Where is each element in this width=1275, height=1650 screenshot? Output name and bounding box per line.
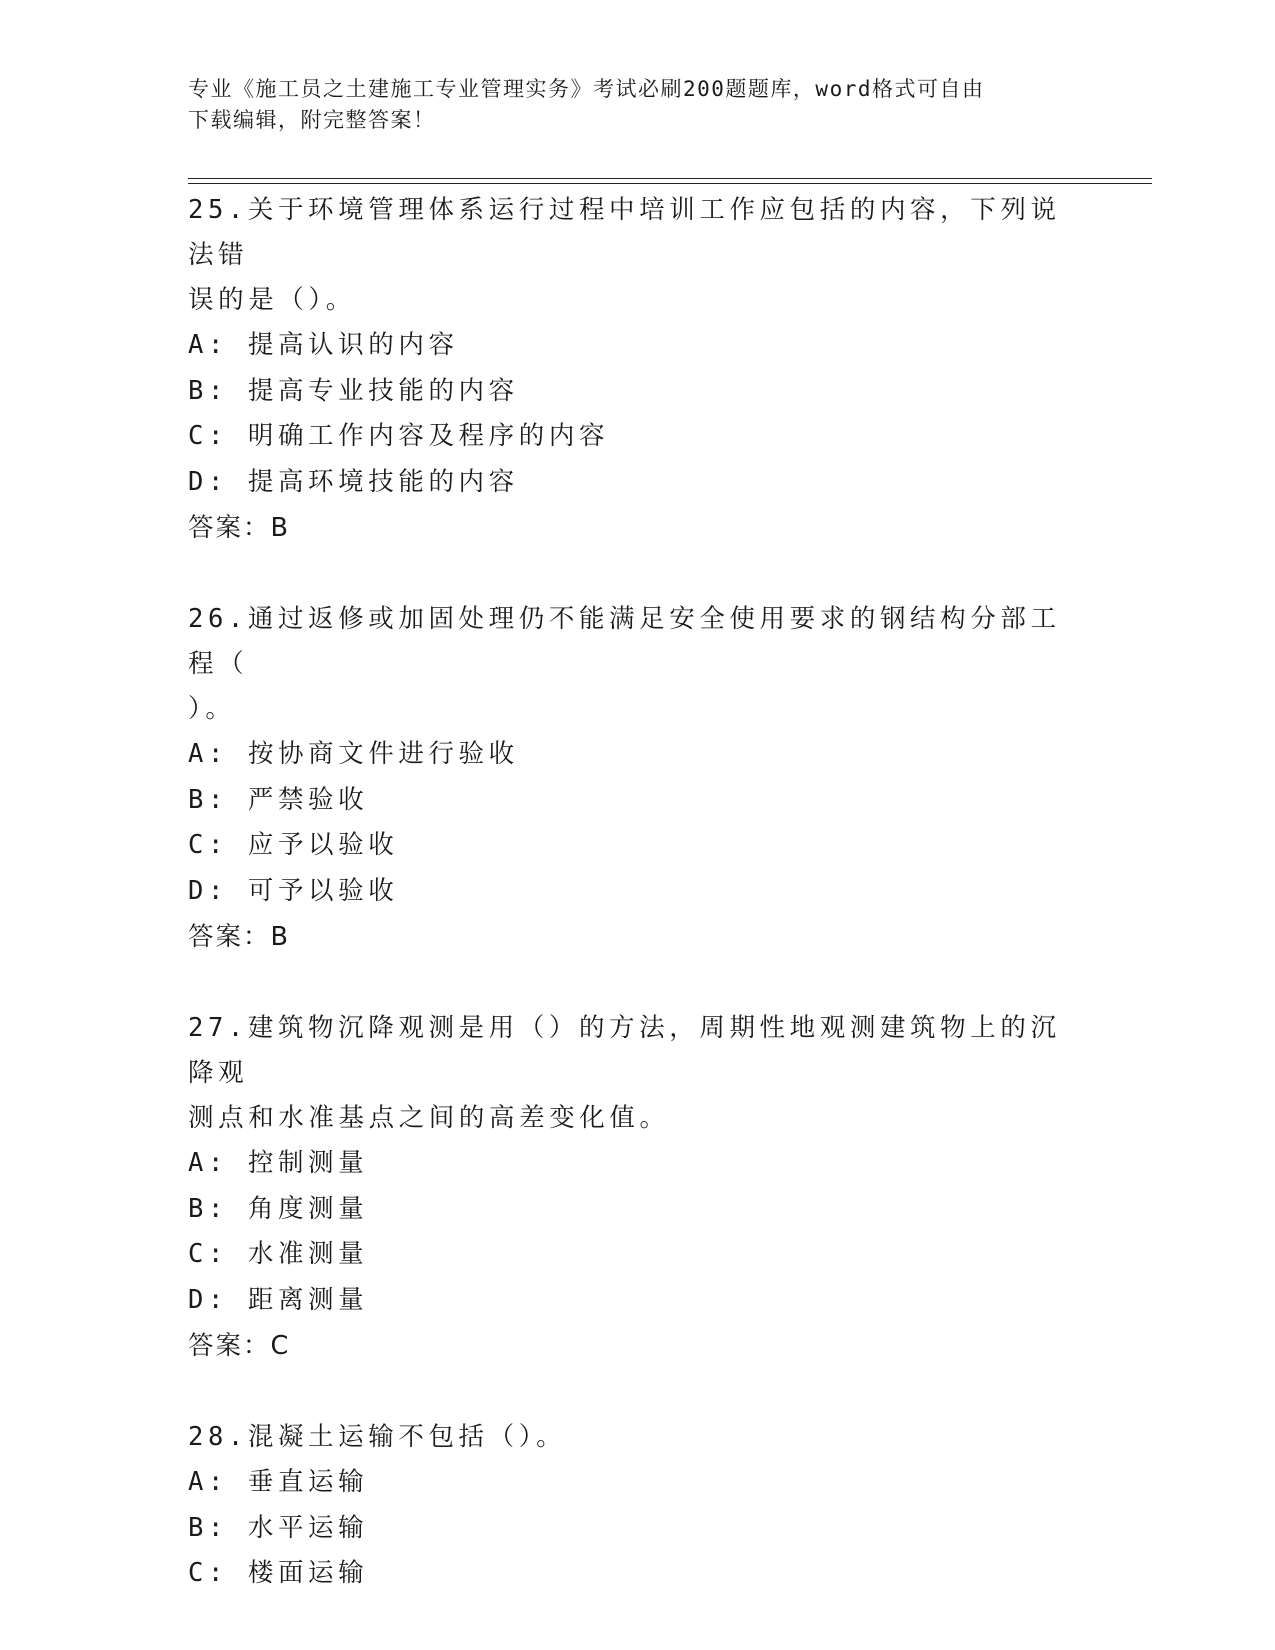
- option-a: A: 垂直运输: [188, 1467, 369, 1497]
- question-stem: 27.建筑物沉降观测是用（）的方法，周期性地观测建筑物上的沉降观 测点和水准基点之间的高差变化值。: [188, 1013, 1061, 1133]
- option-a: A: 控制测量: [188, 1148, 369, 1178]
- question-28: [188, 1415, 1088, 1597]
- answer: 答案：B: [188, 922, 290, 952]
- header-divider-top: [188, 178, 1152, 179]
- option-a: A: 按协商文件进行验收: [188, 739, 519, 769]
- header-divider-bottom: [188, 183, 1152, 184]
- option-b: B: 严禁验收: [188, 784, 369, 815]
- question-26: [188, 597, 1088, 960]
- option-a: A: 提高认识的内容: [188, 330, 459, 360]
- question-stem: 25.关于环境管理体系运行过程中培训工作应包括的内容，下列说法错 误的是（）。: [188, 195, 1061, 315]
- question-stem: 28.混凝土运输不包括（）。: [188, 1422, 567, 1452]
- option-c: C: 水准测量: [188, 1239, 369, 1269]
- header-line-2: 下载编辑，附完整答案！: [188, 108, 436, 132]
- option-d: D: 距离测量: [188, 1284, 369, 1315]
- option-b: B: 水平运输: [188, 1512, 369, 1543]
- answer: 答案：C: [188, 1331, 290, 1361]
- answer: 答案：B: [188, 513, 290, 543]
- question-list: [188, 188, 1088, 1643]
- option-b: B: 角度测量: [188, 1193, 369, 1224]
- option-c: C: 楼面运输: [188, 1558, 369, 1588]
- question-25: [188, 188, 1088, 551]
- option-d: D: 提高环境技能的内容: [188, 466, 519, 497]
- option-c: C: 应予以验收: [188, 830, 399, 860]
- option-c: C: 明确工作内容及程序的内容: [188, 421, 610, 451]
- document-header: [188, 74, 1088, 136]
- header-line-1: 专业《施工员之土建施工专业管理实务》考试必刷200题题库，word格式可自由: [188, 77, 985, 101]
- question-stem: 26.通过返修或加固处理仍不能满足安全使用要求的钢结构分部工程（ ）。: [188, 604, 1061, 724]
- option-b: B: 提高专业技能的内容: [188, 375, 519, 406]
- option-d: D: 可予以验收: [188, 875, 399, 906]
- question-27: [188, 1006, 1088, 1369]
